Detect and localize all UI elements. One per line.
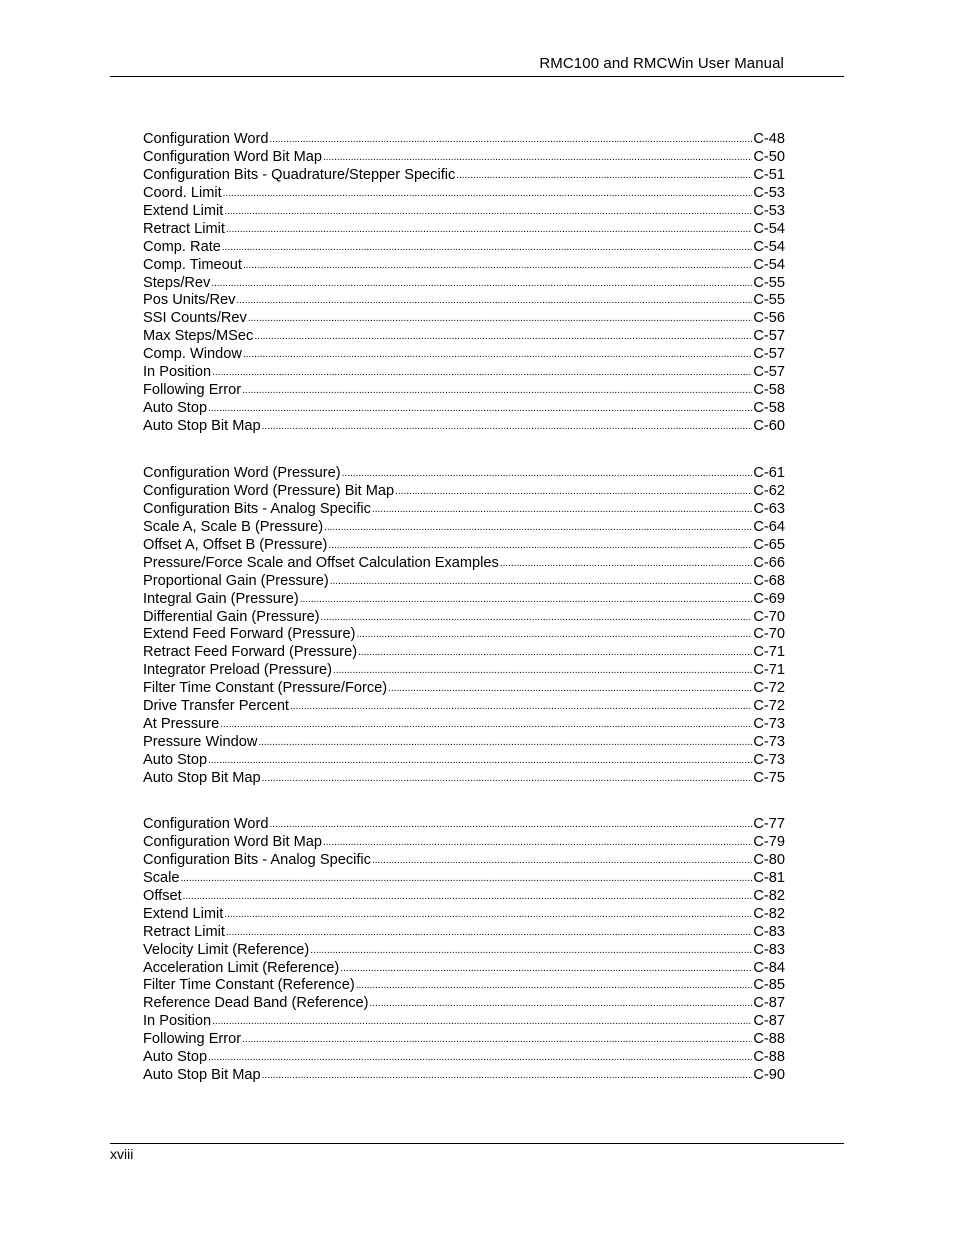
toc-entry-page-number: C-48 <box>753 131 785 147</box>
dot-leader <box>269 816 752 834</box>
toc-entry-page-number: C-58 <box>753 400 785 417</box>
toc-entry[interactable] <box>143 328 785 346</box>
dot-leader <box>328 537 752 555</box>
toc-entry-label: Auto Stop <box>143 1049 208 1066</box>
toc-entry-label: Integrator Preload (Pressure) <box>143 662 332 679</box>
dot-leader <box>208 400 752 418</box>
toc-entry-label: Following Error <box>143 382 242 399</box>
toc-entry[interactable] <box>143 942 785 960</box>
toc-entry-page-number: C-84 <box>753 959 785 976</box>
toc-entry-label: SSI Counts/Rev <box>143 310 247 327</box>
toc-entry-label: Steps/Rev <box>143 274 211 291</box>
dot-leader <box>223 185 753 203</box>
toc-entry-label: Coord. Limit <box>143 184 222 201</box>
dot-leader <box>262 1067 753 1085</box>
toc-entry-page-number: C-58 <box>753 382 785 399</box>
toc-entry-page-number: C-56 <box>753 310 785 327</box>
toc-entry-page-number: C-64 <box>753 518 785 535</box>
toc-entry-page-number: C-80 <box>753 851 785 868</box>
toc-entry-label: Filter Time Constant (Reference) <box>143 977 355 994</box>
toc-entry-label: Max Steps/MSec <box>143 328 254 345</box>
toc-entry[interactable] <box>143 519 785 537</box>
dot-leader <box>342 465 753 483</box>
dot-leader <box>248 310 753 328</box>
toc-entry-label: Configuration Bits - Quadrature/Stepper Specific <box>143 166 456 183</box>
toc-entry[interactable] <box>143 852 785 870</box>
dot-leader <box>254 328 752 346</box>
toc-section-2 <box>143 465 785 788</box>
toc-entry[interactable] <box>143 257 785 275</box>
toc-entry-page-number: C-83 <box>753 941 785 958</box>
toc-entry-page-number: C-66 <box>753 554 785 571</box>
toc-entry-label: Scale A, Scale B (Pressure) <box>143 518 324 535</box>
toc-entry-label: Configuration Word Bit Map <box>143 148 322 165</box>
dot-leader <box>211 275 752 293</box>
toc-entry-page-number: C-61 <box>753 465 785 481</box>
dot-leader <box>181 870 753 888</box>
toc-entry-page-number: C-85 <box>753 977 785 994</box>
dot-leader <box>224 906 752 924</box>
toc-entry[interactable] <box>143 555 785 573</box>
dot-leader <box>224 203 752 221</box>
toc-entry[interactable] <box>143 400 785 418</box>
toc-entry-page-number: C-77 <box>753 816 785 832</box>
toc-entry-label: Following Error <box>143 1031 242 1048</box>
toc-entry[interactable] <box>143 734 785 752</box>
toc-entry-label: Auto Stop <box>143 400 208 417</box>
toc-entry-label: Proportional Gain (Pressure) <box>143 572 329 589</box>
toc-entry-page-number: C-54 <box>753 256 785 273</box>
toc-entry[interactable] <box>143 770 785 788</box>
toc-entry-label: Auto Stop Bit Map <box>143 418 261 434</box>
toc-entry-page-number: C-69 <box>753 590 785 607</box>
toc-entry[interactable] <box>143 418 785 436</box>
toc-entry[interactable] <box>143 906 785 924</box>
toc-entry-page-number: C-57 <box>753 364 785 381</box>
toc-entry[interactable] <box>143 591 785 609</box>
toc-entry[interactable] <box>143 888 785 906</box>
dot-leader <box>372 852 752 870</box>
toc-entry-page-number: C-63 <box>753 500 785 517</box>
toc-entry-page-number: C-75 <box>753 769 785 786</box>
toc-entry[interactable] <box>143 185 785 203</box>
toc-entry-page-number: C-68 <box>753 572 785 589</box>
toc-entry[interactable] <box>143 275 785 293</box>
dot-leader <box>258 734 752 752</box>
toc-entry[interactable] <box>143 239 785 257</box>
toc-entry-label: Configuration Word <box>143 816 269 832</box>
dot-leader <box>243 257 752 275</box>
toc-entry-page-number: C-53 <box>753 184 785 201</box>
toc-entry-label: Differential Gain (Pressure) <box>143 608 320 625</box>
toc-entry[interactable] <box>143 834 785 852</box>
toc-entry-page-number: C-82 <box>753 905 785 922</box>
toc-entry-page-number: C-88 <box>753 1031 785 1048</box>
toc-entry-label: Auto Stop Bit Map <box>143 769 261 786</box>
toc-entry-page-number: C-87 <box>753 1013 785 1030</box>
toc-entry[interactable] <box>143 310 785 328</box>
toc-entry[interactable] <box>143 995 785 1013</box>
toc-entry[interactable] <box>143 501 785 519</box>
toc-entry-label: Extend Feed Forward (Pressure) <box>143 626 356 643</box>
toc-entry[interactable] <box>143 131 785 149</box>
toc-entry-page-number: C-87 <box>753 995 785 1012</box>
toc-entry-label: Comp. Window <box>143 346 242 363</box>
dot-leader <box>372 501 752 519</box>
toc-entry-page-number: C-79 <box>753 833 785 850</box>
toc-entry[interactable] <box>143 870 785 888</box>
toc-entry[interactable] <box>143 483 785 501</box>
header-rule <box>110 76 844 77</box>
toc-entry[interactable] <box>143 346 785 364</box>
toc-entry[interactable] <box>143 680 785 698</box>
toc-entry[interactable] <box>143 924 785 942</box>
dot-leader <box>356 977 753 995</box>
dot-leader <box>324 519 752 537</box>
toc-entry[interactable] <box>143 716 785 734</box>
toc-entry-page-number: C-81 <box>753 869 785 886</box>
toc-entry[interactable] <box>143 752 785 770</box>
toc-entry[interactable] <box>143 364 785 382</box>
toc-entry-label: In Position <box>143 364 212 381</box>
dot-leader <box>395 483 752 501</box>
toc-entry[interactable] <box>143 816 785 834</box>
dot-leader <box>183 888 753 906</box>
toc-entry-label: Configuration Word (Pressure) Bit Map <box>143 482 395 499</box>
dot-leader <box>300 591 753 609</box>
toc-entry-label: Retract Feed Forward (Pressure) <box>143 644 358 661</box>
dot-leader <box>242 382 752 400</box>
toc-entry-label: Drive Transfer Percent <box>143 698 289 715</box>
toc-entry-label: Offset A, Offset B (Pressure) <box>143 536 328 553</box>
toc-entry[interactable] <box>143 292 785 310</box>
toc-entry-label: In Position <box>143 1013 212 1030</box>
toc-entry[interactable] <box>143 626 785 644</box>
document-title: RMC100 and RMCWin User Manual <box>539 55 784 72</box>
dot-leader <box>323 149 752 167</box>
toc-entry-label: Comp. Timeout <box>143 256 242 273</box>
toc-entry-page-number: C-65 <box>753 536 785 553</box>
toc-entry-page-number: C-50 <box>753 148 785 165</box>
toc-entry-label: Pressure Window <box>143 734 258 751</box>
dot-leader <box>212 1013 752 1031</box>
toc-entry-label: Integral Gain (Pressure) <box>143 590 299 607</box>
toc-entry-page-number: C-51 <box>753 166 785 183</box>
toc-entry[interactable] <box>143 167 785 185</box>
dot-leader <box>357 626 753 644</box>
toc-entry-page-number: C-71 <box>753 644 785 661</box>
toc-entry-label: Pos Units/Rev <box>143 292 236 309</box>
dot-leader <box>242 1031 752 1049</box>
toc-entry-page-number: C-73 <box>753 716 785 733</box>
dot-leader <box>222 239 752 257</box>
dot-leader <box>370 995 753 1013</box>
toc-entry-label: Filter Time Constant (Pressure/Force) <box>143 680 388 697</box>
toc-entry-label: Auto Stop Bit Map <box>143 1067 261 1084</box>
toc-entry-label: Comp. Rate <box>143 238 221 255</box>
toc-entry-label: Scale <box>143 869 180 886</box>
toc-entry[interactable] <box>143 1031 785 1049</box>
toc-entry[interactable] <box>143 960 785 978</box>
dot-leader <box>208 752 752 770</box>
toc-entry-page-number: C-57 <box>753 346 785 363</box>
dot-leader <box>262 770 753 788</box>
toc-section-1 <box>143 131 785 436</box>
toc-entry-label: Extend Limit <box>143 202 224 219</box>
toc-entry-page-number: C-72 <box>753 698 785 715</box>
dot-leader <box>456 167 752 185</box>
toc-entry-label: Configuration Word Bit Map <box>143 833 322 850</box>
toc-entry-page-number: C-73 <box>753 734 785 751</box>
dot-leader <box>220 716 752 734</box>
dot-leader <box>388 680 752 698</box>
toc-entry[interactable] <box>143 573 785 591</box>
dot-leader <box>500 555 753 573</box>
toc-entry-page-number: C-83 <box>753 923 785 940</box>
toc-entry[interactable] <box>143 1067 785 1085</box>
toc-entry[interactable] <box>143 662 785 680</box>
dot-leader <box>340 960 752 978</box>
toc-entry-label: Auto Stop <box>143 752 208 768</box>
toc-entry-page-number: C-54 <box>753 238 785 255</box>
toc-entry[interactable] <box>143 644 785 662</box>
toc-entry-page-number: C-71 <box>753 662 785 679</box>
dot-leader <box>208 1049 752 1067</box>
dot-leader <box>226 221 752 239</box>
toc-entry-page-number: C-54 <box>753 220 785 237</box>
dot-leader <box>310 942 752 960</box>
dot-leader <box>290 698 752 716</box>
toc-entry-page-number: C-55 <box>753 292 785 309</box>
toc-entry-page-number: C-60 <box>753 418 785 434</box>
toc-entry[interactable] <box>143 465 785 483</box>
toc-entry[interactable] <box>143 203 785 221</box>
toc-entry[interactable] <box>143 382 785 400</box>
toc-entry-page-number: C-70 <box>753 608 785 625</box>
dot-leader <box>236 292 752 310</box>
toc-entry[interactable] <box>143 609 785 627</box>
toc-entry-page-number: C-90 <box>753 1067 785 1084</box>
dot-leader <box>323 834 752 852</box>
toc-entry[interactable] <box>143 149 785 167</box>
dot-leader <box>226 924 752 942</box>
dot-leader <box>358 644 752 662</box>
toc-entry[interactable] <box>143 537 785 555</box>
toc-entry-page-number: C-55 <box>753 274 785 291</box>
dot-leader <box>243 346 752 364</box>
footer-rule <box>110 1143 844 1144</box>
toc-entry-page-number: C-73 <box>753 752 785 768</box>
toc-entry-page-number: C-62 <box>753 482 785 499</box>
dot-leader <box>333 662 752 680</box>
dot-leader <box>330 573 753 591</box>
dot-leader <box>212 364 752 382</box>
toc-section-3 <box>143 816 785 1085</box>
toc-entry-page-number: C-53 <box>753 202 785 219</box>
toc-entry-label: Reference Dead Band (Reference) <box>143 995 369 1012</box>
toc-entry-label: Configuration Word (Pressure) <box>143 465 341 481</box>
toc-entry-label: Velocity Limit (Reference) <box>143 941 310 958</box>
toc-entry[interactable] <box>143 1013 785 1031</box>
toc-entry-page-number: C-82 <box>753 887 785 904</box>
toc-entry-page-number: C-88 <box>753 1049 785 1066</box>
toc-entry-label: Configuration Bits - Analog Specific <box>143 500 371 517</box>
toc-entry-page-number: C-57 <box>753 328 785 345</box>
toc-entry-label: Extend Limit <box>143 905 224 922</box>
toc-entry-label: Retract Limit <box>143 220 225 237</box>
toc-entry[interactable] <box>143 977 785 995</box>
toc-entry[interactable] <box>143 698 785 716</box>
dot-leader <box>262 418 753 436</box>
toc-entry-label: Offset <box>143 887 182 904</box>
page-number: xviii <box>110 1146 134 1162</box>
toc-entry-label: Acceleration Limit (Reference) <box>143 959 340 976</box>
toc-entry-label: Configuration Word <box>143 131 269 147</box>
toc-entry-label: Pressure/Force Scale and Offset Calculation Examples <box>143 554 499 571</box>
toc-entry[interactable] <box>143 221 785 239</box>
dot-leader <box>269 131 752 149</box>
toc-entry-label: Configuration Bits - Analog Specific <box>143 851 371 868</box>
toc-entry-page-number: C-72 <box>753 680 785 697</box>
toc-entry-label: Retract Limit <box>143 923 225 940</box>
toc-entry-label: At Pressure <box>143 716 220 733</box>
toc-entry[interactable] <box>143 1049 785 1067</box>
dot-leader <box>321 609 753 627</box>
toc-entry-page-number: C-70 <box>753 626 785 643</box>
